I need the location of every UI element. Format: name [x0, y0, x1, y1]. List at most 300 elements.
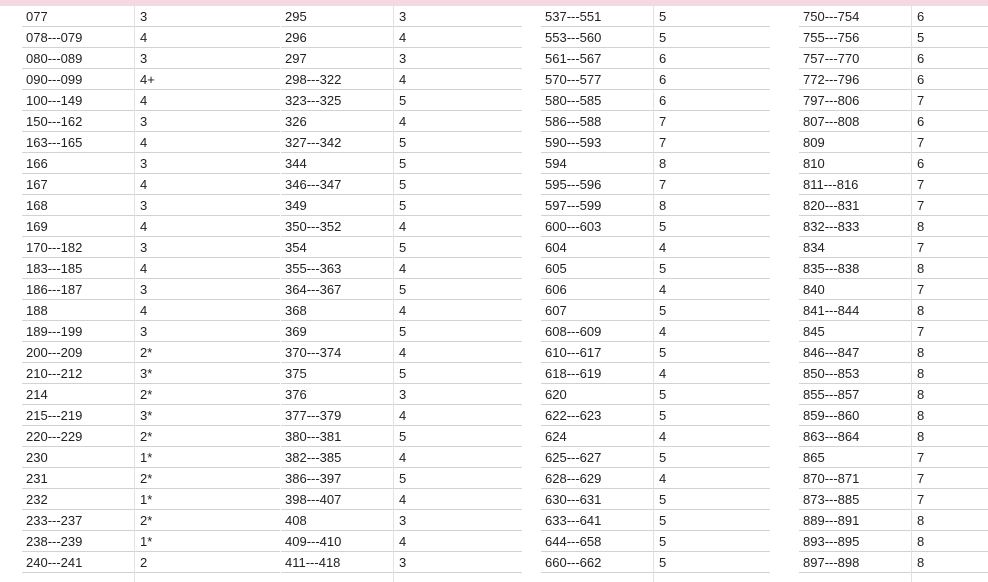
- table-row: [22, 258, 280, 279]
- table-row: [541, 174, 770, 195]
- range-cell: 210---212: [26, 366, 83, 381]
- range-cell: 633---641: [545, 513, 602, 528]
- table-row: [22, 174, 280, 195]
- table-row: [799, 69, 988, 90]
- value-cell: 5: [659, 303, 667, 318]
- range-cell: 893---895: [803, 534, 860, 549]
- range-cell: 586---588: [545, 114, 602, 129]
- value-cell: 3: [140, 156, 148, 171]
- value-cell: 6: [917, 9, 925, 24]
- table-row: [281, 531, 522, 552]
- value-cell: 4: [399, 534, 407, 549]
- value-cell: 1*: [140, 492, 153, 507]
- range-cell: 660---662: [545, 555, 602, 570]
- table-row: [22, 237, 280, 258]
- table-row: [799, 174, 988, 195]
- range-cell: 859---860: [803, 408, 860, 423]
- table-row: [799, 27, 988, 48]
- range-cell: 350---352: [285, 219, 342, 234]
- range-cell: 346---347: [285, 177, 342, 192]
- range-cell: 188: [26, 303, 48, 318]
- table-row: [799, 468, 988, 489]
- table-row: [22, 132, 280, 153]
- range-cell: 607: [545, 303, 567, 318]
- table-row: [541, 132, 770, 153]
- value-cell: 7: [917, 93, 925, 108]
- value-cell: 3: [140, 51, 148, 66]
- value-cell: 5: [399, 177, 407, 192]
- value-cell: 7: [917, 450, 925, 465]
- value-cell: 5: [399, 240, 407, 255]
- range-cell: 850---853: [803, 366, 860, 381]
- table-row: [541, 195, 770, 216]
- value-cell: 4: [659, 471, 667, 486]
- table-row: [22, 153, 280, 174]
- value-cell: 4: [659, 282, 667, 297]
- value-cell: 8: [917, 219, 925, 234]
- range-cell: 354: [285, 240, 307, 255]
- range-cell: 863---864: [803, 429, 860, 444]
- range-cell: 600---603: [545, 219, 602, 234]
- range-cell: 296: [285, 30, 307, 45]
- table-row: [22, 69, 280, 90]
- table-row: [799, 258, 988, 279]
- value-cell: 5: [659, 492, 667, 507]
- table-row: [281, 174, 522, 195]
- value-cell: 4: [140, 177, 148, 192]
- range-cell: 570---577: [545, 72, 602, 87]
- range-cell: 233---237: [26, 513, 83, 528]
- table-row: [281, 216, 522, 237]
- value-cell: 6: [917, 51, 925, 66]
- range-cell: 183---185: [26, 261, 83, 276]
- range-cell: 166: [26, 156, 48, 171]
- table-row: [541, 27, 770, 48]
- value-cell: 5: [659, 219, 667, 234]
- table-row: [281, 69, 522, 90]
- value-cell: 8: [917, 555, 925, 570]
- value-cell: 5: [399, 135, 407, 150]
- table-row: [281, 237, 522, 258]
- range-cell: 214: [26, 387, 48, 402]
- table-row: [281, 6, 522, 27]
- range-cell: 231: [26, 471, 48, 486]
- value-cell: 5: [659, 450, 667, 465]
- range-cell: 386---397: [285, 471, 342, 486]
- range-cell: 370---374: [285, 345, 342, 360]
- table-row: [281, 405, 522, 426]
- table-row: [22, 405, 280, 426]
- range-cell: 810: [803, 156, 825, 171]
- range-cell: 537---551: [545, 9, 602, 24]
- range-cell: 349: [285, 198, 307, 213]
- table-row: [799, 279, 988, 300]
- table-row: [799, 237, 988, 258]
- table-row: [799, 321, 988, 342]
- value-cell: 5: [399, 93, 407, 108]
- table-row: [799, 216, 988, 237]
- range-cell: 220---229: [26, 429, 83, 444]
- range-cell: 757---770: [803, 51, 860, 66]
- value-cell: 7: [917, 177, 925, 192]
- range-cell: 835---838: [803, 261, 860, 276]
- table-row: [22, 321, 280, 342]
- value-cell: 2*: [140, 387, 153, 402]
- range-cell: 841---844: [803, 303, 860, 318]
- range-cell: 238---239: [26, 534, 83, 549]
- range-cell: 811---816: [803, 177, 859, 192]
- value-cell: 4: [399, 345, 407, 360]
- value-cell: 3: [399, 513, 407, 528]
- range-cell: 215---219: [26, 408, 83, 423]
- range-cell: 163---165: [26, 135, 83, 150]
- range-cell: 845: [803, 324, 825, 339]
- range-cell: 409---410: [285, 534, 342, 549]
- value-cell: 4: [399, 303, 407, 318]
- value-cell: 4: [140, 93, 148, 108]
- table-row: [281, 300, 522, 321]
- value-cell: 4: [140, 303, 148, 318]
- cell-divider: [134, 6, 135, 582]
- table-row: [22, 90, 280, 111]
- value-cell: 5: [659, 513, 667, 528]
- table-row: [541, 237, 770, 258]
- range-cell: 168: [26, 198, 48, 213]
- range-cell: 382---385: [285, 450, 342, 465]
- value-cell: 6: [659, 93, 667, 108]
- range-cell: 408: [285, 513, 307, 528]
- range-cell: 297: [285, 51, 307, 66]
- range-cell: 870---871: [803, 471, 860, 486]
- range-cell: 369: [285, 324, 307, 339]
- table-row: [281, 321, 522, 342]
- value-cell: 8: [917, 303, 925, 318]
- value-cell: 3: [140, 114, 148, 129]
- table-row: [22, 426, 280, 447]
- range-cell: 327---342: [285, 135, 342, 150]
- range-cell: 809: [803, 135, 825, 150]
- table-row: [22, 6, 280, 27]
- range-cell: 100---149: [26, 93, 83, 108]
- value-cell: 4: [399, 219, 407, 234]
- table-row: [799, 384, 988, 405]
- table-row: [541, 216, 770, 237]
- value-cell: 7: [659, 114, 667, 129]
- value-cell: 7: [917, 198, 925, 213]
- value-cell: 5: [659, 408, 667, 423]
- value-cell: 4: [140, 30, 148, 45]
- table-row: [281, 447, 522, 468]
- range-cell: 832---833: [803, 219, 860, 234]
- value-cell: 4: [399, 450, 407, 465]
- table-row: [541, 48, 770, 69]
- table-row: [281, 258, 522, 279]
- range-cell: 398---407: [285, 492, 342, 507]
- range-cell: 553---560: [545, 30, 602, 45]
- value-cell: 5: [917, 30, 925, 45]
- value-cell: 3: [399, 555, 407, 570]
- value-cell: 7: [917, 135, 925, 150]
- table-row: [541, 69, 770, 90]
- value-cell: 8: [659, 156, 667, 171]
- table-column-3: [541, 6, 770, 573]
- table-row: [799, 6, 988, 27]
- table-row: [799, 132, 988, 153]
- value-cell: 8: [917, 513, 925, 528]
- range-cell: 834: [803, 240, 825, 255]
- table-row: [541, 342, 770, 363]
- value-cell: 5: [659, 261, 667, 276]
- value-cell: 8: [917, 408, 925, 423]
- value-cell: 3: [399, 387, 407, 402]
- value-cell: 4: [399, 408, 407, 423]
- table-row: [541, 258, 770, 279]
- value-cell: 3: [140, 9, 148, 24]
- table-row: [281, 90, 522, 111]
- table-row: [799, 426, 988, 447]
- value-cell: 2*: [140, 471, 153, 486]
- table-row: [281, 468, 522, 489]
- range-cell: 594: [545, 156, 567, 171]
- table-row: [22, 531, 280, 552]
- table-row: [281, 363, 522, 384]
- table-row: [541, 384, 770, 405]
- range-cell: 077: [26, 9, 48, 24]
- value-cell: 5: [659, 30, 667, 45]
- table-row: [281, 426, 522, 447]
- range-cell: 772---796: [803, 72, 860, 87]
- table-column-4: [799, 6, 988, 573]
- value-cell: 4: [399, 30, 407, 45]
- range-cell: 376: [285, 387, 307, 402]
- value-cell: 3: [140, 282, 148, 297]
- range-cell: 167: [26, 177, 48, 192]
- value-cell: 7: [659, 177, 667, 192]
- range-cell: 865: [803, 450, 825, 465]
- range-cell: 298---322: [285, 72, 342, 87]
- value-cell: 5: [399, 156, 407, 171]
- table-row: [22, 300, 280, 321]
- range-cell: 750---754: [803, 9, 860, 24]
- table-row: [281, 279, 522, 300]
- value-cell: 5: [399, 471, 407, 486]
- range-cell: 644---658: [545, 534, 602, 549]
- range-cell: 232: [26, 492, 48, 507]
- value-cell: 7: [917, 240, 925, 255]
- table-row: [541, 300, 770, 321]
- range-cell: 608---609: [545, 324, 602, 339]
- range-cell: 855---857: [803, 387, 860, 402]
- table-row: [541, 510, 770, 531]
- value-cell: 8: [917, 387, 925, 402]
- range-cell: 625---627: [545, 450, 602, 465]
- range-cell: 380---381: [285, 429, 342, 444]
- table-row: [22, 195, 280, 216]
- range-cell: 620: [545, 387, 567, 402]
- value-cell: 3: [140, 198, 148, 213]
- value-cell: 7: [917, 324, 925, 339]
- table-row: [22, 468, 280, 489]
- table-row: [281, 132, 522, 153]
- value-cell: 3: [399, 9, 407, 24]
- table-row: [541, 111, 770, 132]
- table-row: [281, 384, 522, 405]
- value-cell: 4: [399, 261, 407, 276]
- range-cell: 820---831: [803, 198, 860, 213]
- range-cell: 605: [545, 261, 567, 276]
- range-cell: 189---199: [26, 324, 83, 339]
- table-row: [281, 27, 522, 48]
- table-row: [541, 279, 770, 300]
- value-cell: 5: [399, 282, 407, 297]
- cell-divider: [653, 6, 654, 582]
- table-row: [541, 405, 770, 426]
- value-cell: 3: [140, 324, 148, 339]
- range-cell: 807---808: [803, 114, 860, 129]
- value-cell: 1*: [140, 534, 153, 549]
- value-cell: 2*: [140, 345, 153, 360]
- value-cell: 4: [659, 429, 667, 444]
- table-row: [281, 153, 522, 174]
- range-cell: 375: [285, 366, 307, 381]
- value-cell: 2*: [140, 513, 153, 528]
- cell-divider: [393, 6, 394, 582]
- table-row: [541, 552, 770, 573]
- table-row: [22, 489, 280, 510]
- table-row: [281, 552, 522, 573]
- table-column-1: [22, 6, 280, 573]
- value-cell: 2: [140, 555, 148, 570]
- value-cell: 4: [399, 114, 407, 129]
- range-cell: 326: [285, 114, 307, 129]
- table-row: [281, 510, 522, 531]
- table-row: [281, 342, 522, 363]
- table-row: [541, 531, 770, 552]
- table-row: [281, 48, 522, 69]
- range-cell: 344: [285, 156, 307, 171]
- table-row: [541, 90, 770, 111]
- range-cell: 597---599: [545, 198, 602, 213]
- value-cell: 8: [917, 345, 925, 360]
- table-row: [799, 48, 988, 69]
- value-cell: 4: [399, 492, 407, 507]
- range-cell: 080---089: [26, 51, 83, 66]
- value-cell: 5: [399, 366, 407, 381]
- value-cell: 8: [659, 198, 667, 213]
- value-cell: 6: [659, 51, 667, 66]
- table-row: [22, 111, 280, 132]
- table-row: [799, 111, 988, 132]
- table-row: [22, 510, 280, 531]
- table-row: [22, 48, 280, 69]
- value-cell: 8: [917, 366, 925, 381]
- table-row: [22, 342, 280, 363]
- range-cell: 889---891: [803, 513, 860, 528]
- table-row: [22, 447, 280, 468]
- value-cell: 7: [917, 282, 925, 297]
- value-cell: 7: [917, 471, 925, 486]
- range-cell: 323---325: [285, 93, 342, 108]
- table-row: [799, 363, 988, 384]
- range-cell: 630---631: [545, 492, 602, 507]
- value-cell: 6: [917, 114, 925, 129]
- table-row: [799, 510, 988, 531]
- table-row: [541, 468, 770, 489]
- range-cell: 090---099: [26, 72, 83, 87]
- value-cell: 1*: [140, 450, 153, 465]
- value-cell: 4: [659, 366, 667, 381]
- table-row: [541, 426, 770, 447]
- table-row: [22, 279, 280, 300]
- value-cell: 5: [399, 429, 407, 444]
- range-cell: 755---756: [803, 30, 860, 45]
- table-row: [22, 216, 280, 237]
- range-cell: 169: [26, 219, 48, 234]
- value-cell: 6: [659, 72, 667, 87]
- value-cell: 3*: [140, 366, 153, 381]
- table-row: [799, 405, 988, 426]
- value-cell: 3: [399, 51, 407, 66]
- value-cell: 5: [659, 345, 667, 360]
- table-row: [541, 321, 770, 342]
- range-cell: 364---367: [285, 282, 342, 297]
- range-cell: 230: [26, 450, 48, 465]
- value-cell: 4: [140, 135, 148, 150]
- range-cell: 840: [803, 282, 825, 297]
- range-cell: 606: [545, 282, 567, 297]
- table-row: [281, 195, 522, 216]
- table-row: [799, 153, 988, 174]
- range-cell: 595---596: [545, 177, 602, 192]
- value-cell: 7: [917, 492, 925, 507]
- range-cell: 622---623: [545, 408, 602, 423]
- range-cell: 170---182: [26, 240, 83, 255]
- range-cell: 604: [545, 240, 567, 255]
- range-cell: 186---187: [26, 282, 83, 297]
- table-row: [799, 342, 988, 363]
- range-cell: 624: [545, 429, 567, 444]
- value-cell: 7: [659, 135, 667, 150]
- range-cell: 561---567: [545, 51, 602, 66]
- value-cell: 4+: [140, 72, 155, 87]
- range-cell: 897---898: [803, 555, 860, 570]
- table-row: [22, 384, 280, 405]
- value-cell: 5: [659, 534, 667, 549]
- table-row: [799, 552, 988, 573]
- value-cell: 5: [659, 555, 667, 570]
- value-cell: 3: [140, 240, 148, 255]
- table-row: [799, 195, 988, 216]
- value-cell: 4: [140, 261, 148, 276]
- range-cell: 377---379: [285, 408, 342, 423]
- table-row: [541, 153, 770, 174]
- value-cell: 8: [917, 261, 925, 276]
- table-row: [22, 552, 280, 573]
- range-cell: 628---629: [545, 471, 602, 486]
- value-cell: 5: [659, 387, 667, 402]
- table-row: [799, 489, 988, 510]
- range-cell: 618---619: [545, 366, 602, 381]
- range-cell: 411---418: [285, 555, 341, 570]
- table-row: [541, 447, 770, 468]
- value-cell: 2*: [140, 429, 153, 444]
- range-cell: 150---162: [26, 114, 83, 129]
- value-cell: 5: [659, 9, 667, 24]
- value-cell: 3*: [140, 408, 153, 423]
- value-cell: 4: [659, 324, 667, 339]
- table-row: [281, 489, 522, 510]
- value-cell: 4: [140, 219, 148, 234]
